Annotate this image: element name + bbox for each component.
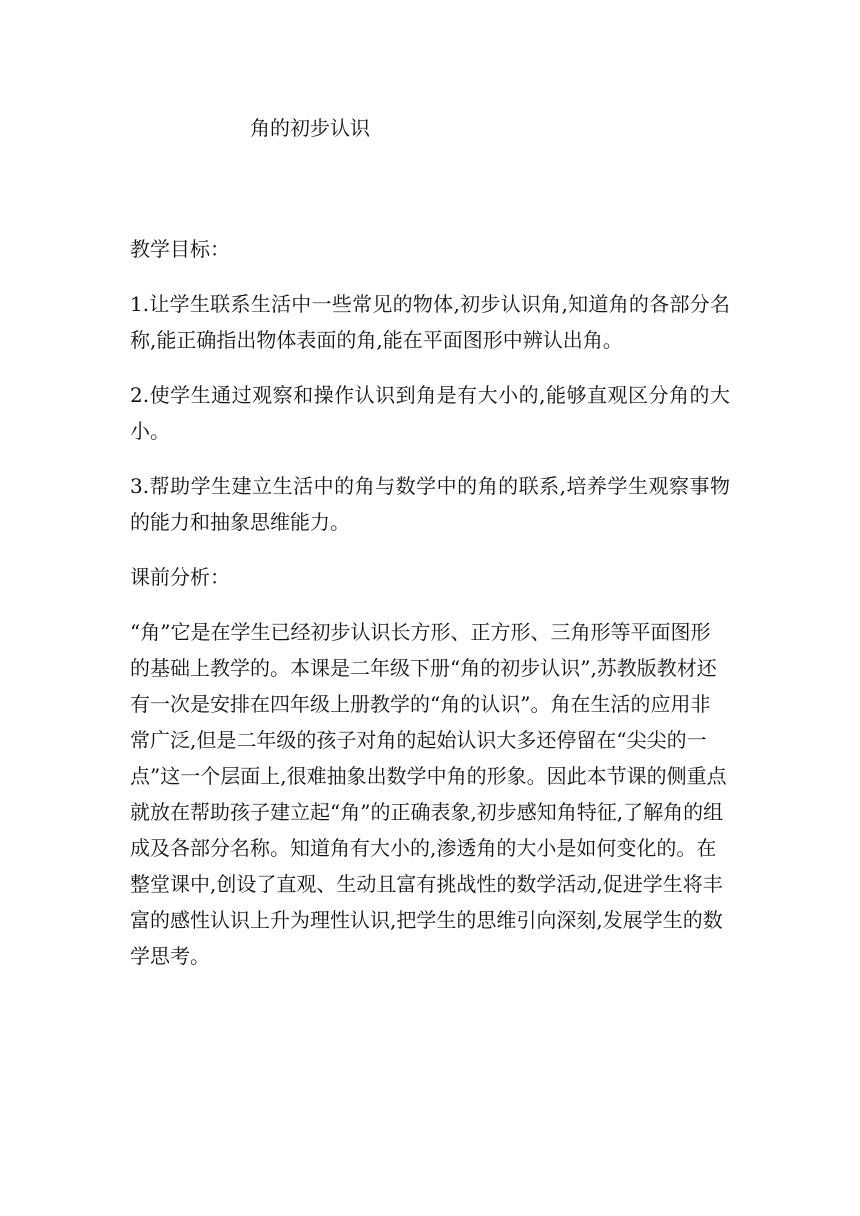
analysis-paragraph: “角”它是在学生已经初步认识长方形、正方形、三角形等平面图形的基础上教学的。本课是二年级下册“角的初步认识”,苏教版教材还有一次是安排在四年级上册教学的“角的认识”。角在生活的应用非常广泛,但是二年级的孩子对角的起始认识大多还停留在“尖尖的一点”这一个层面上,很难抽象出数学中角的形象。因此本节课的侧重点就放在帮助孩子建立起“角”的正确表象,初步感知角特征,了解角的组成及各部分名称。知道角有大小的,渗透角的大小是如何变化的。在整堂课中,创设了直观、生动且富有挑战性的数学活动,促进学生将丰富的感性认识上升为理性认识,把学生的思维引向深刻,发展学生的数学思考。 — [130, 620, 727, 968]
document-title: 角的初步认识 — [250, 116, 370, 140]
objective-item-3: 3.帮助学生建立生活中的角与数学中的角的联系,培养学生观察事物的能力和抽象思维能力。 — [130, 474, 730, 534]
document-body — [130, 231, 730, 974]
objective-item-2: 2.使学生通过观察和操作认识到角是有大小的,能够直观区分角的大小。 — [130, 383, 730, 443]
objective-item-1: 1.让学生联系生活中一些常见的物体,初步认识角,知道角的各部分名称,能正确指出物体表面的角,能在平面图形中辨认出角。 — [130, 292, 730, 352]
section-heading-analysis: 课前分析： — [130, 565, 230, 589]
section-heading-objectives: 教学目标： — [130, 237, 230, 261]
